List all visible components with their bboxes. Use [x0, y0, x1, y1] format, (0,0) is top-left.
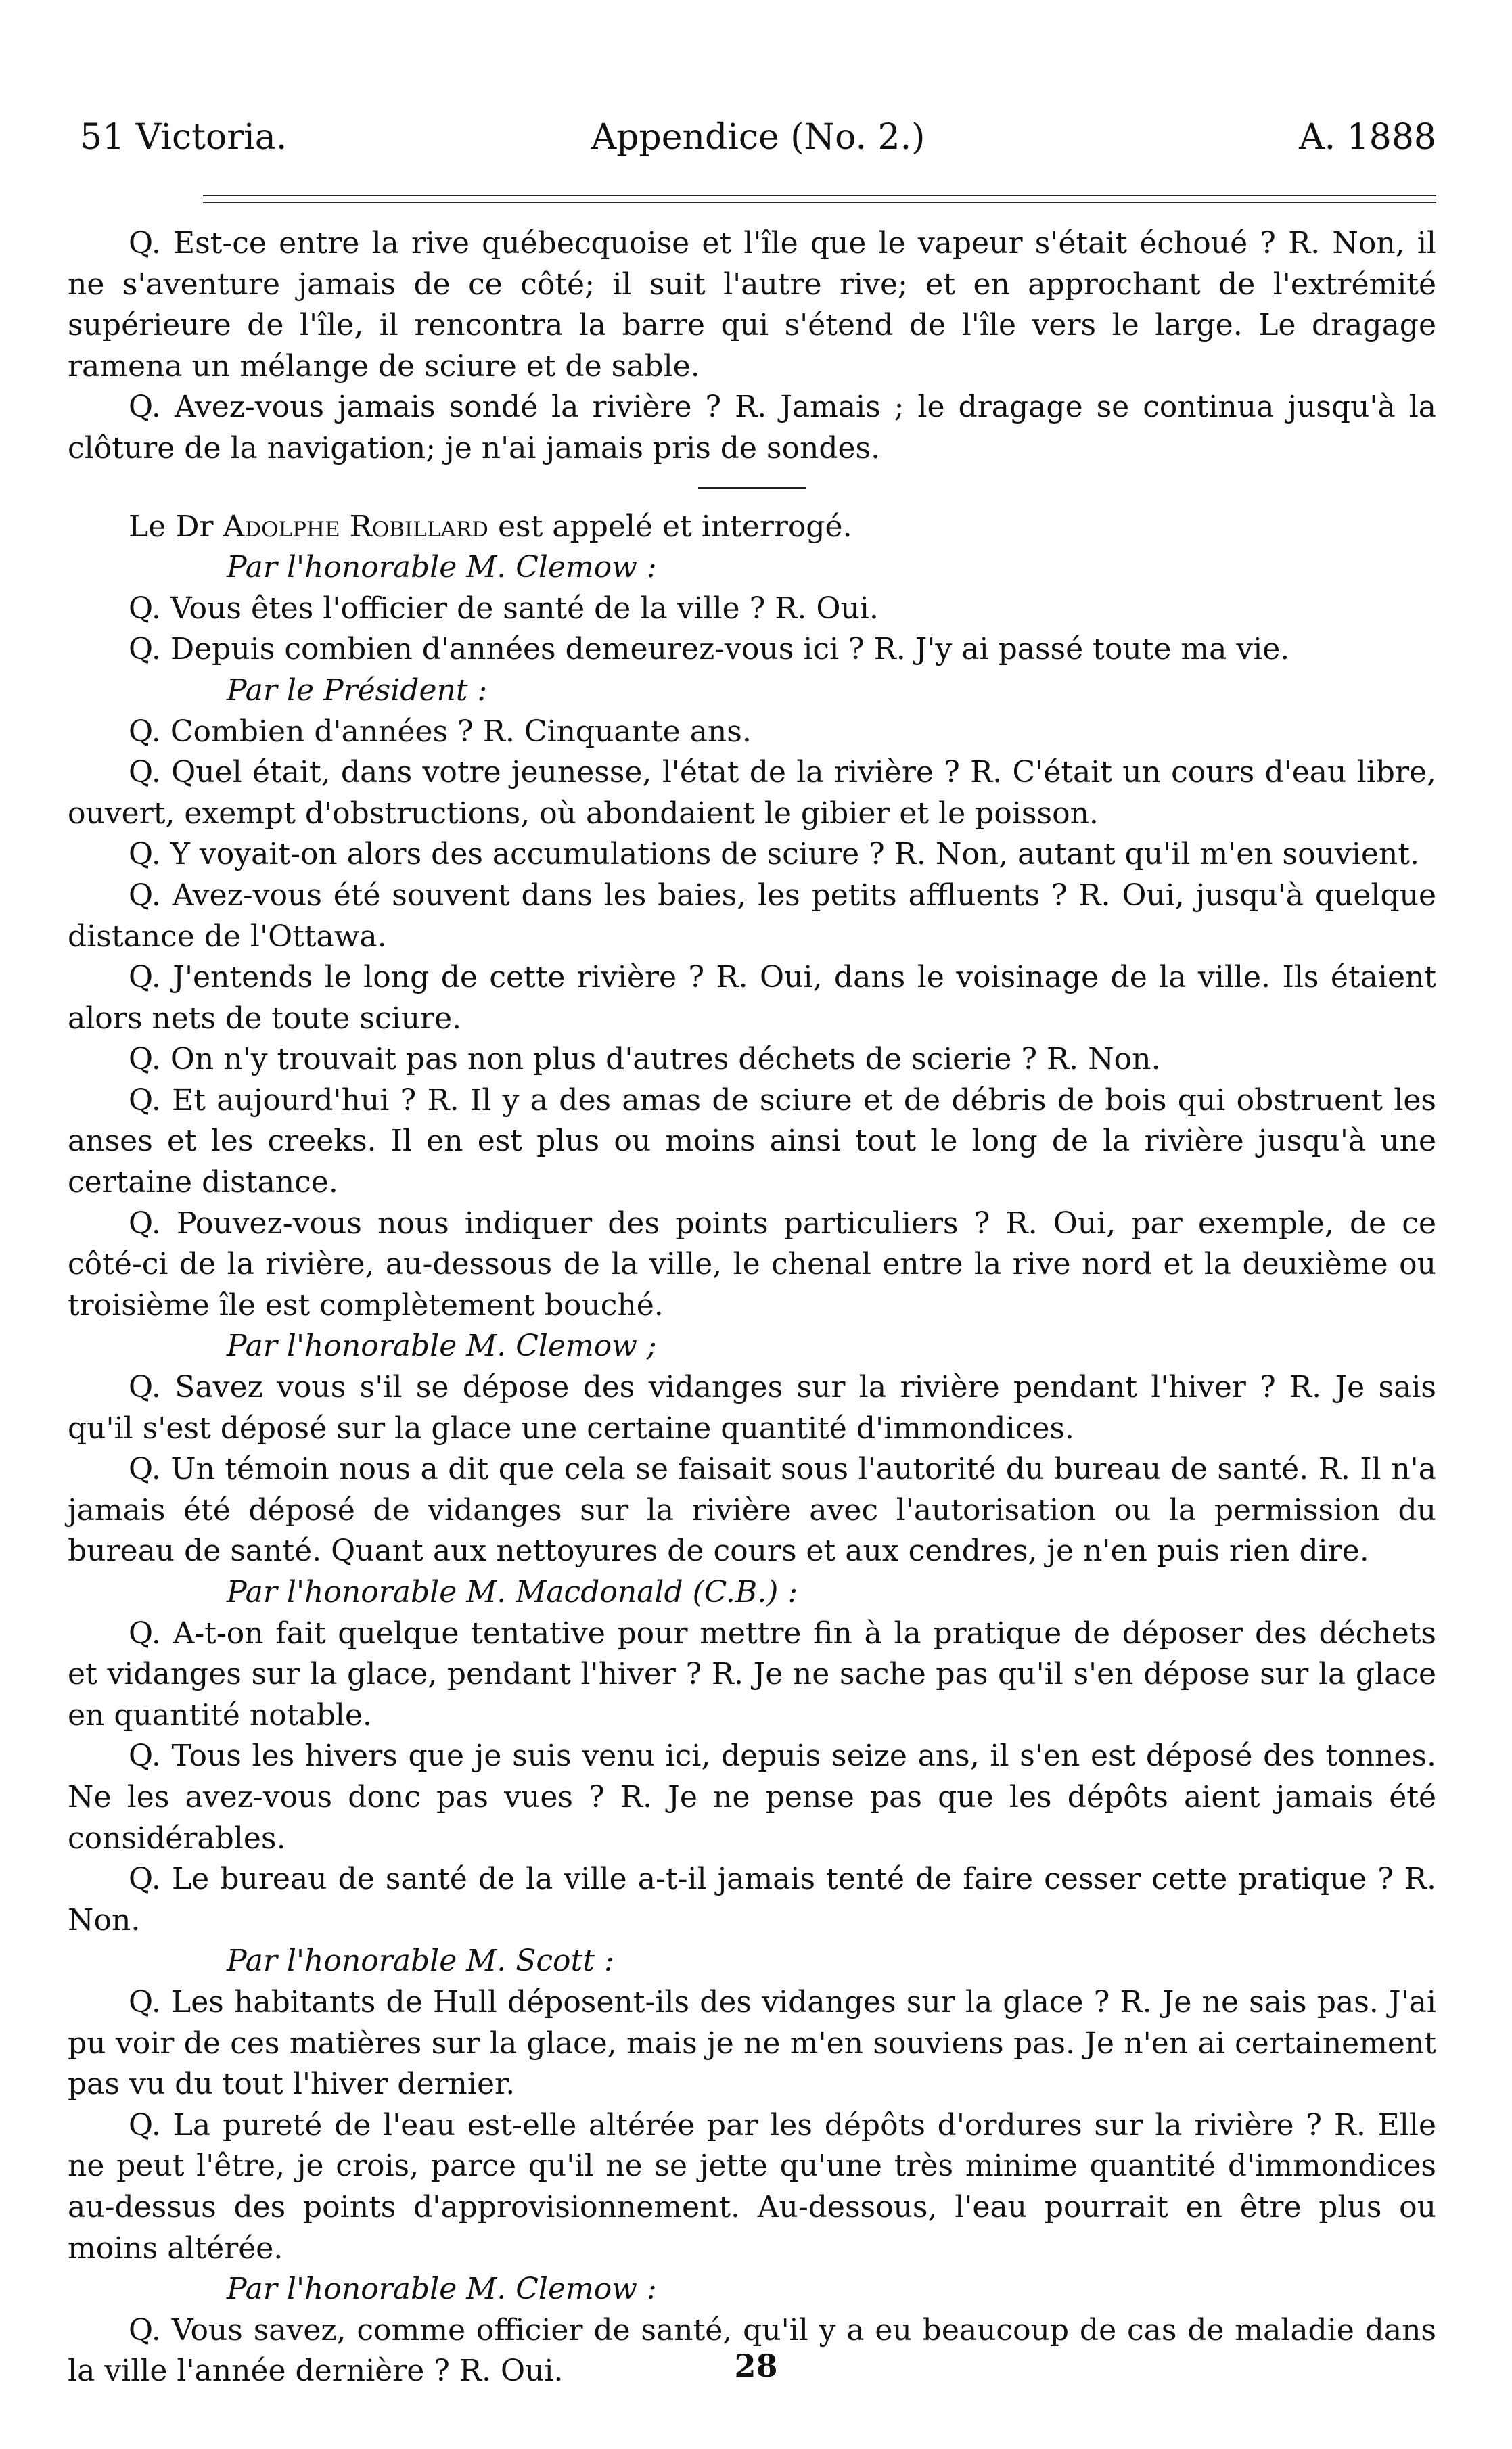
speaker-heading: Par l'honorable M. Clemow : [227, 2272, 657, 2307]
header-appendix: Appendice (No. 2.) [591, 117, 925, 158]
header-year: A. 1888 [1299, 117, 1436, 158]
question-answer: Q. Y voyait-on alors des accumulations de sciure ? R. Non, autant qu'il m'en souvient. [129, 837, 1419, 872]
section-separator [698, 487, 806, 489]
witness-suffix: est appelé et interrogé. [488, 509, 852, 544]
testimony [68, 547, 1436, 2392]
question-answer: Q. J'entends le long de cette rivière ? R. Oui, dans le voisinage de la ville. Ils étaient alors nets de toute sciure. [68, 960, 1436, 1036]
paragraph: Q. Est-ce entre la rive québecquoise et l'île que le vapeur s'était échoué ? R. Non, il ne s'aventure jamais de ce côté; il suit l'autre rive; et en approchant de l'extrémité supérieure de l'île, il rencontra la barre qui s'étend de l'île vers le large. Le dragage ramena un mélange de sciure et de sable. [68, 226, 1436, 384]
text-body [68, 223, 1436, 2392]
speaker-heading: Par le Président : [227, 672, 488, 708]
running-head [80, 114, 1436, 161]
question-answer: Q. Quel était, dans votre jeunesse, l'état de la rivière ? R. C'était un cours d'eau libre, ouvert, exempt d'obstructions, où abondaient le gibier et le poisson. [68, 755, 1436, 831]
question-answer: Q. A-t-on fait quelque tentative pour mettre fin à la pratique de déposer des déchets et vidanges sur la glace, pendant l'hiver ? R. Je ne sache pas qu'il s'en dépose sur la glace en quantité notable. [68, 1616, 1436, 1733]
question-answer: Q. Depuis combien d'années demeurez-vous ici ? R. J'y ai passé toute ma vie. [129, 632, 1290, 667]
question-answer: Q. Avez-vous été souvent dans les baies, les petits affluents ? R. Oui, jusqu'à quelque distance de l'Ottawa. [68, 877, 1436, 954]
page-number: 28 [734, 2348, 778, 2384]
header-rule-bottom [203, 202, 1436, 203]
question-answer: Q. Un témoin nous a dit que cela se faisait sous l'autorité du bureau de santé. R. Il n'a jamais été déposé de vidanges sur la rivière avec l'autorisation ou la permission du bureau de santé. Quant aux nettoyures de cours et aux cendres, je n'en puis rien dire. [68, 1452, 1436, 1569]
speaker-heading: Par l'honorable M. Clemow ; [227, 1329, 657, 1364]
question-answer: Q. Savez vous s'il se dépose des vidanges sur la rivière pendant l'hiver ? R. Je sais qu'il s'est déposé sur la glace une certaine quantité d'immondices. [68, 1370, 1436, 1446]
question-answer: Q. Le bureau de santé de la ville a-t-il jamais tenté de faire cesser cette pratique ? R. Non. [68, 1862, 1436, 1938]
question-answer: Q. La pureté de l'eau est-elle altérée par les dépôts d'ordures sur la rivière ? R. Elle ne peut l'être, je crois, parce qu'il ne se jette qu'une très minime quantité d'immondices au-dessus des points d'approvisionnement. Au-dessous, l'eau pourrait en être plus ou moins altérée. [68, 2107, 1436, 2266]
question-answer: Q. Vous savez, comme officier de santé, qu'il y a eu beaucoup de cas de maladie dans la ville l'année dernière ? R. Oui. [68, 2312, 1436, 2389]
question-answer: Q. Tous les hivers que je suis venu ici, depuis seize ans, il s'en est déposé des tonnes. Ne les avez-vous donc pas vues ? R. Je ne pense pas que les dépôts aient jamais été considérables. [68, 1739, 1436, 1856]
speaker-heading: Par l'honorable M. Scott : [227, 1944, 614, 1979]
witness-prefix: Le Dr [129, 509, 223, 544]
paragraph: Q. Avez-vous jamais sondé la rivière ? R. Jamais ; le dragage se continua jusqu'à la clôture de la navigation; je n'ai jamais pris de sondes. [68, 390, 1436, 465]
speaker-heading: Par l'honorable M. Macdonald (C.B.) : [227, 1575, 798, 1609]
question-answer: Q. Et aujourd'hui ? R. Il y a des amas de sciure et de débris de bois qui obstruent les anses et les creeks. Il en est plus ou moins ainsi tout le long de la rivière jusqu'à une certaine distance. [68, 1082, 1436, 1200]
header-rule-top [203, 195, 1436, 196]
speaker-heading: Par l'honorable M. Clemow : [227, 550, 657, 585]
question-answer: Q. Les habitants de Hull déposent-ils des vidanges sur la glace ? R. Je ne sais pas. J'ai pu voir de ces matières sur la glace, mais je ne m'en souviens pas. Je n'en ai certainement pas vu du tout l'hiver dernier. [68, 1984, 1436, 2102]
question-answer: Q. Pouvez-vous nous indiquer des points particuliers ? R. Oui, par exemple, de ce côté-ci de la rivière, au-dessous de la ville, le chenal entre la rive nord et la deuxième ou troisième île est complètement bouché. [68, 1206, 1436, 1323]
question-answer: Q. Combien d'années ? R. Cinquante ans. [129, 714, 752, 749]
header-session: 51 Victoria. [80, 117, 288, 158]
question-answer: Q. Vous êtes l'officier de santé de la ville ? R. Oui. [129, 591, 879, 626]
witness-name: Adolphe Robillard [223, 509, 489, 544]
witness-introduction [68, 507, 1436, 548]
question-answer: Q. On n'y trouvait pas non plus d'autres déchets de scierie ? R. Non. [129, 1042, 1161, 1077]
